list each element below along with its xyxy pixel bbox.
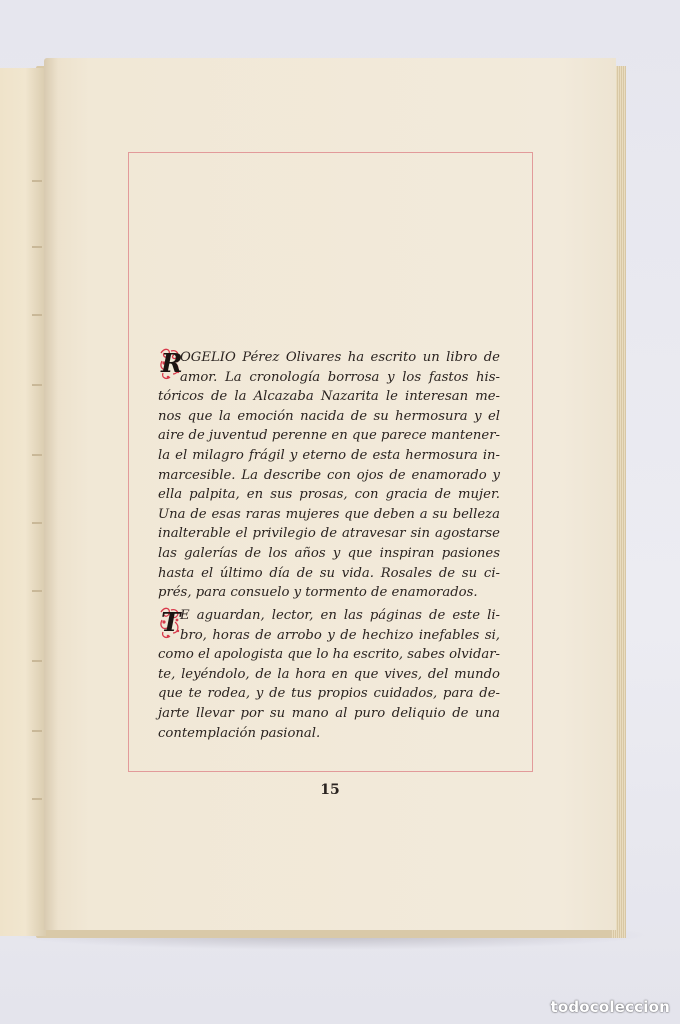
text-line: tóricos de la Alcazaba Nazarita le interesan me- — [158, 389, 500, 405]
left-page — [0, 68, 46, 936]
binding-stitch — [32, 660, 42, 662]
text-line: bro, horas de arrobo y de hechizo inefables si, — [180, 627, 500, 643]
text-line: ella palpita, en sus prosas, con gracia de mujer. — [158, 487, 500, 503]
text-line: la el milagro frágil y eterno de esta hermosura in- — [158, 447, 500, 463]
text-line: inalterable el privilegio de atravesar sin agostarse — [158, 526, 500, 542]
text-line: nos que la emoción nacida de su hermosura y el — [158, 408, 500, 424]
text-line: OGELIO Pérez Olivares ha escrito un libro de — [180, 350, 500, 365]
binding-stitch — [32, 730, 42, 732]
page-number: 15 — [320, 782, 340, 798]
binding-stitch — [32, 384, 42, 386]
binding-stitch — [32, 180, 42, 182]
text-line: E aguardan, lector, en las páginas de este li- — [180, 608, 500, 623]
text-line: prés, para consuelo y tormento de enamorados. — [158, 585, 478, 601]
text-line: contemplación pasional. — [158, 725, 321, 741]
text-line: como el apologista que lo ha escrito, sabes olvidar- — [158, 647, 501, 663]
binding-stitch — [32, 522, 42, 524]
text-line: hasta el último día de su vida. Rosales de su ci- — [158, 565, 500, 581]
drop-cap-letter: R — [161, 349, 183, 379]
binding-stitch — [32, 590, 42, 592]
drop-cap-letter: T — [161, 608, 181, 638]
paragraph-1 — [158, 348, 500, 603]
binding-stitch — [32, 246, 42, 248]
text-line: amor. La cronología borrosa y los fastos his- — [180, 369, 500, 385]
text-line: jarte llevar por su mano al puro deliquio de una — [158, 705, 500, 721]
binding-stitch — [32, 798, 42, 800]
binding-stitch — [32, 314, 42, 316]
watermark-logo: todocoleccion — [550, 998, 670, 1016]
text-line: te, leyéndolo, de la hora en que vives, del mundo — [158, 666, 500, 682]
text-line: Una de esas raras mujeres que deben a su belleza — [158, 506, 500, 522]
text-line: que te rodea, y de tus propios cuidados, para de- — [158, 686, 500, 702]
text-line: las galerías de los años y que inspiran pasiones — [158, 545, 500, 561]
text-line: marcesible. La describe con ojos de enamorado y — [158, 467, 500, 483]
text-line: aire de juventud perenne en que parece mantener- — [158, 428, 500, 444]
binding-stitch — [32, 454, 42, 456]
paragraph-2 — [158, 606, 500, 743]
